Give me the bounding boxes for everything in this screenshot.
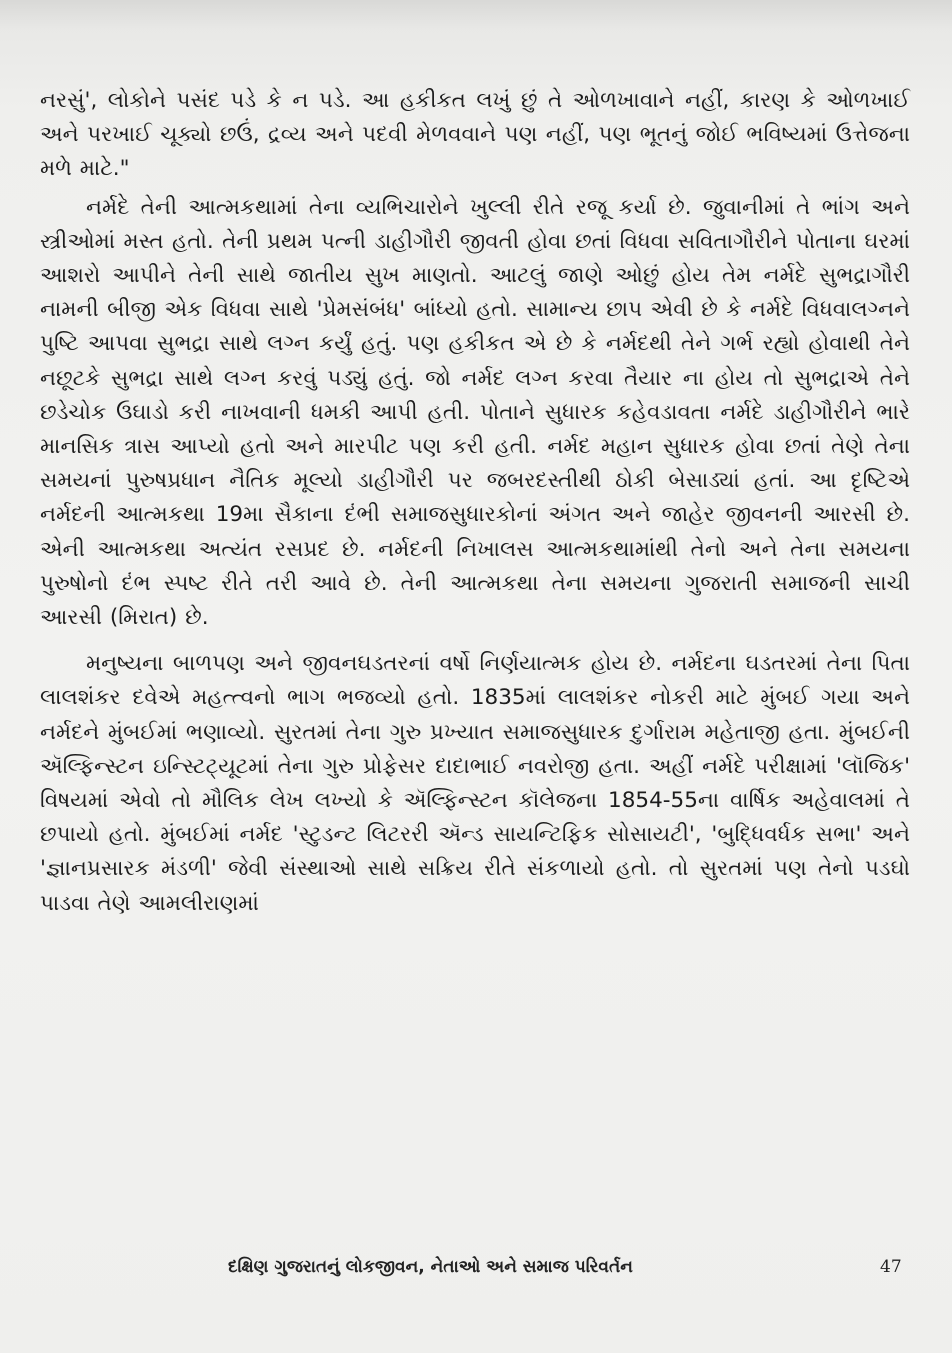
- paragraph-childhood: મનુષ્યના બાળપણ અને જીવનઘડતરનાં વર્ષો નિર્ણયાત્મક હોય છે. નર્મદના ઘડતરમાં તેના પિતા લાલશંકર દવેએ મહત્ત્વનો ભાગ ભજવ્યો હતો. 1835માં લાલશંકર નોકરી માટે મુંબઈ ગયા અને નર્મદને મુંબઈમાં ભણાવ્યો. સુરતમાં તેના ગુરુ પ્રખ્યાત સમાજસુધારક દુર્ગારામ મહેતાજી હતા. મુંબઈની ઍલ્ફિન્સ્ટન ઇન્સ્ટિટ્યૂટમાં તેના ગુરુ પ્રોફેસર દાદાભાઈ નવરોજી હતા. અહીં નર્મદે પરીક્ષામાં 'લૉજિક' વિષયમાં એવો તો મૌલિક લેખ લખ્યો કે ઍલ્ફિન્સ્ટન કૉલેજના 1854-55ના વાર્ષિક અહેવાલમાં તે છપાયો હતો. મુંબઈમાં નર્મદ 'સ્ટુડન્ટ લિટરરી ઍન્ડ સાયન્ટિફિક સોસાયટી', 'બુદ્ધિવર્ધક સભા' અને 'જ્ઞાનપ્રસારક મંડળી' જેવી સંસ્થાઓ સાથે સક્રિય રીતે સંકળાયો હતો. તો સુરતમાં પણ તેનો પડઘો પાડવા તેણે આમલીરાણમાં: [40, 651, 910, 916]
- running-footer-title: દક્ષિણ ગુજરાતનું લોકજીવન, નેતાઓ અને સમાજ પરિવર્તન: [228, 1257, 633, 1277]
- paragraph-autobiography: નર્મદે તેની આત્મકથામાં તેના વ્યભિચારોને ખુલ્લી રીતે રજૂ કર્યા છે. જુવાનીમાં તે ભાંગ અને સ્ત્રીઓમાં મસ્ત હતો. તેની પ્રથમ પત્ની ડાહીગૌરી જીવતી હોવા છતાં વિધવા સવિતાગૌરીને પોતાના ઘરમાં આશરો આપીને તેની સાથે જાતીય સુખ માણતો. આટલું જાણે ઓછું હોય તેમ નર્મદે સુભદ્રાગૌરી નામની બીજી એક વિધવા સાથે 'પ્રેમસંબંધ' બાંધ્યો હતો. સામાન્ય છાપ એવી છે કે નર્મદે વિધવાલગ્નને પુષ્ટિ આપવા સુભદ્રા સાથે લગ્ન કર્યું હતું. પણ હકીકત એ છે કે નર્મદથી તેને ગર્ભ રહ્યો હોવાથી તેને નછૂટકે સુભદ્રા સાથે લગ્ન કરવું પડ્યું હતું. જો નર્મદ લગ્ન કરવા તૈયાર ના હોય તો સુભદ્રાએ તેને છડેચોક ઉઘાડો કરી નાખવાની ધમકી આપી હતી. પોતાને સુધારક કહેવડાવતા નર્મદે ડાહીગૌરીને ભારે માનસિક ત્રાસ આપ્યો હતો અને મારપીટ પણ કરી હતી. નર્મદ મહાન સુધારક હોવા છતાં તેણે તેના સમયનાં પુરુષપ્રધાન નૈતિક મૂલ્યો ડાહીગૌરી પર જબરદસ્તીથી ઠોકી બેસાડ્યાં હતાં. આ દૃષ્ટિએ નર્મદની આત્મકથા 19મા સૈકાના દંભી સમાજસુધારકોનાં અંગત અને જાહેર જીવનની આરસી છે. એની આત્મકથા અત્યંત રસપ્રદ છે. નર્મદની નિખાલસ આત્મકથામાંથી તેનો અને તેના સમયના પુરુષોનો દંભ સ્પષ્ટ રીતે તરી આવે છે. તેની આત્મકથા તેના સમયના ગુજરાતી સમાજની સાચી આરસી (મિરાત) છે.: [40, 194, 910, 631]
- page-number: 47: [880, 1257, 902, 1277]
- page-footer: [0, 1252, 952, 1282]
- page-top-shadow: [0, 0, 952, 30]
- body-text: [40, 84, 910, 921]
- paragraph-quote-ending: નરસું', લોકોને પસંદ પડે કે ન પડે. આ હકીકત લખું છું તે ઓળખાવાને નહીં, કારણ કે ઓળખાઈ અને પરખાઈ ચૂક્યો છઉં, દ્રવ્ય અને પદવી મેળવવાને પણ નહીં, પણ ભૂતનું જોઈ ભવિષ્યમાં ઉત્તેજના મળે માટે.": [40, 88, 910, 182]
